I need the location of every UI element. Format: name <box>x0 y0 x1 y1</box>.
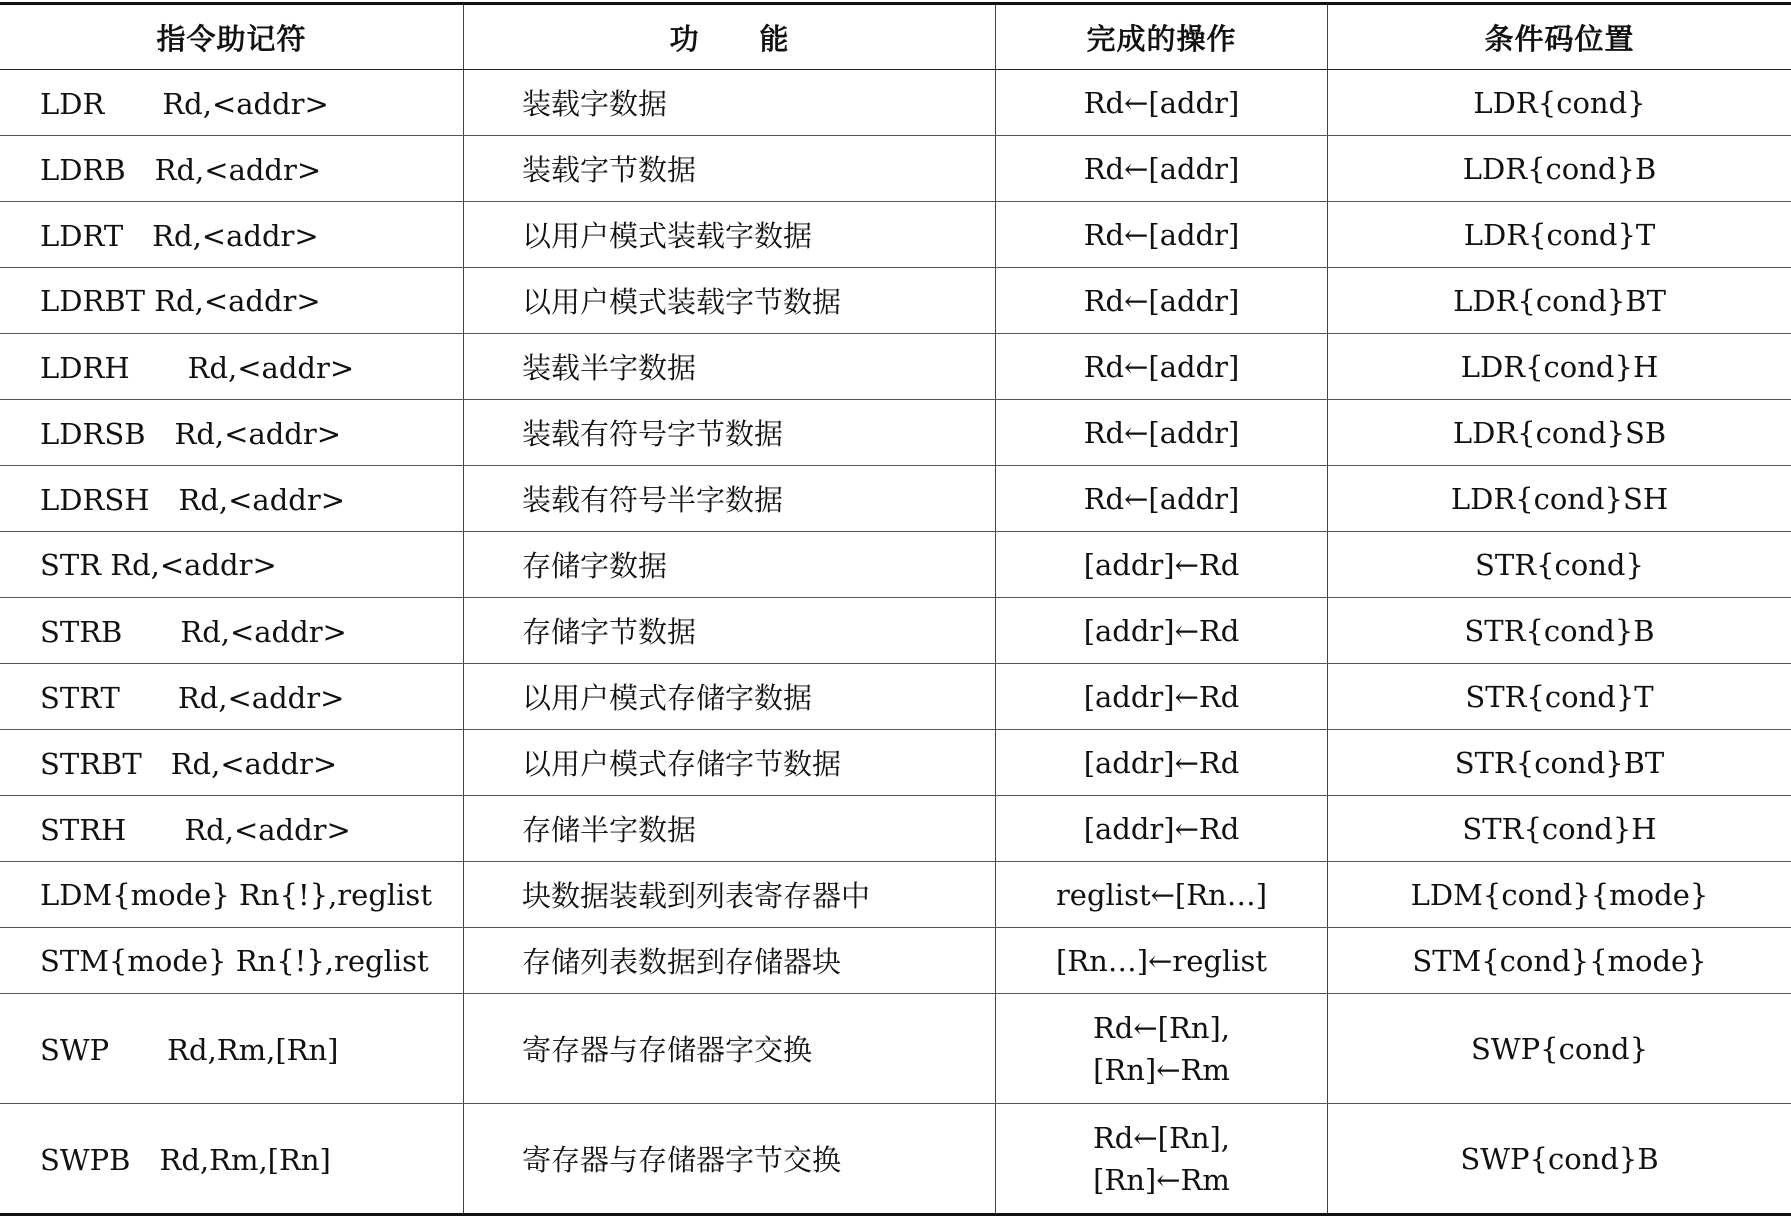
table-row <box>0 70 1791 136</box>
cell-condition-code: STR{cond} <box>1328 532 1791 598</box>
cell-mnemonic: LDRBT Rd,<addr> <box>0 268 464 334</box>
operation-line: [Rn]←Rm <box>1093 1052 1230 1087</box>
cell-function: 以用户模式存储字数据 <box>464 664 996 730</box>
operation-line: Rd←[Rn], <box>1092 1120 1231 1155</box>
cell-function: 存储列表数据到存储器块 <box>464 928 996 994</box>
cell-mnemonic: LDRSB Rd,<addr> <box>0 400 464 466</box>
table-row <box>0 928 1791 994</box>
cell-operation <box>996 862 1328 928</box>
cell-function: 以用户模式装载字节数据 <box>464 268 996 334</box>
header-function: 功 能 <box>464 4 996 70</box>
cell-mnemonic: LDRH Rd,<addr> <box>0 334 464 400</box>
table-row <box>0 1104 1791 1215</box>
table-row <box>0 598 1791 664</box>
cell-operation <box>996 598 1328 664</box>
cell-function: 寄存器与存储器字交换 <box>464 994 996 1104</box>
cell-function: 存储字节数据 <box>464 598 996 664</box>
cell-function: 装载有符号半字数据 <box>464 466 996 532</box>
table-row <box>0 994 1791 1104</box>
table-header-row <box>0 4 1791 70</box>
cell-operation <box>996 70 1328 136</box>
table-row <box>0 268 1791 334</box>
cell-operation <box>996 994 1328 1104</box>
operation-line: Rd←[addr] <box>1083 85 1240 120</box>
operation-line: [Rn]←Rm <box>1093 1162 1230 1197</box>
operation-line: [addr]←Rd <box>1083 547 1240 582</box>
operation-line: Rd←[addr] <box>1083 481 1240 516</box>
cell-condition-code: STR{cond}T <box>1328 664 1791 730</box>
instruction-table <box>0 2 1791 1216</box>
cell-operation <box>996 466 1328 532</box>
cell-function: 存储半字数据 <box>464 796 996 862</box>
operation-line: Rd←[addr] <box>1083 217 1240 252</box>
cell-function: 以用户模式装载字数据 <box>464 202 996 268</box>
cell-mnemonic: LDR Rd,<addr> <box>0 70 464 136</box>
operation-line: Rd←[addr] <box>1083 415 1240 450</box>
cell-condition-code: LDR{cond}SB <box>1328 400 1791 466</box>
cell-mnemonic: SWPB Rd,Rm,[Rn] <box>0 1104 464 1215</box>
operation-line: Rd←[addr] <box>1083 283 1240 318</box>
cell-function: 装载字节数据 <box>464 136 996 202</box>
cell-mnemonic: LDRB Rd,<addr> <box>0 136 464 202</box>
cell-operation <box>996 532 1328 598</box>
cell-condition-code: STR{cond}BT <box>1328 730 1791 796</box>
cell-function: 存储字数据 <box>464 532 996 598</box>
cell-condition-code: LDM{cond}{mode} <box>1328 862 1791 928</box>
cell-mnemonic: LDM{mode} Rn{!},reglist <box>0 862 464 928</box>
cell-function: 块数据装载到列表寄存器中 <box>464 862 996 928</box>
cell-mnemonic: STRH Rd,<addr> <box>0 796 464 862</box>
cell-condition-code: SWP{cond} <box>1328 994 1791 1104</box>
cell-operation <box>996 730 1328 796</box>
operation-line: Rd←[addr] <box>1083 151 1240 186</box>
cell-function: 装载有符号字节数据 <box>464 400 996 466</box>
table-row <box>0 136 1791 202</box>
operation-line: reglist←[Rn…] <box>1055 877 1268 912</box>
cell-operation <box>996 400 1328 466</box>
header-operation: 完成的操作 <box>996 4 1328 70</box>
operation-line: [addr]←Rd <box>1083 679 1240 714</box>
cell-condition-code: STR{cond}H <box>1328 796 1791 862</box>
table-row <box>0 730 1791 796</box>
cell-mnemonic: SWP Rd,Rm,[Rn] <box>0 994 464 1104</box>
cell-mnemonic: LDRSH Rd,<addr> <box>0 466 464 532</box>
cell-condition-code: LDR{cond}BT <box>1328 268 1791 334</box>
cell-condition-code: STR{cond}B <box>1328 598 1791 664</box>
cell-condition-code: LDR{cond}H <box>1328 334 1791 400</box>
table-row <box>0 664 1791 730</box>
cell-mnemonic: STRBT Rd,<addr> <box>0 730 464 796</box>
table-row <box>0 400 1791 466</box>
cell-condition-code: STM{cond}{mode} <box>1328 928 1791 994</box>
cell-operation <box>996 268 1328 334</box>
table-body <box>0 70 1791 1215</box>
header-mnemonic: 指令助记符 <box>0 4 464 70</box>
cell-operation <box>996 664 1328 730</box>
operation-line: Rd←[Rn], <box>1092 1010 1231 1045</box>
cell-condition-code: LDR{cond}B <box>1328 136 1791 202</box>
cell-operation <box>996 334 1328 400</box>
cell-function: 装载字数据 <box>464 70 996 136</box>
cell-condition-code: LDR{cond} <box>1328 70 1791 136</box>
table-row <box>0 862 1791 928</box>
operation-line: [addr]←Rd <box>1083 613 1240 648</box>
table-row <box>0 334 1791 400</box>
cell-operation <box>996 136 1328 202</box>
cell-operation <box>996 928 1328 994</box>
operation-line: [addr]←Rd <box>1083 745 1240 780</box>
cell-mnemonic: STRB Rd,<addr> <box>0 598 464 664</box>
cell-function: 装载半字数据 <box>464 334 996 400</box>
cell-function: 寄存器与存储器字节交换 <box>464 1104 996 1215</box>
cell-condition-code: LDR{cond}SH <box>1328 466 1791 532</box>
cell-mnemonic: LDRT Rd,<addr> <box>0 202 464 268</box>
operation-line: Rd←[addr] <box>1083 349 1240 384</box>
cell-mnemonic: STR Rd,<addr> <box>0 532 464 598</box>
cell-function: 以用户模式存储字节数据 <box>464 730 996 796</box>
cell-operation <box>996 1104 1328 1215</box>
table-row <box>0 796 1791 862</box>
header-condition-code: 条件码位置 <box>1328 4 1791 70</box>
table-row <box>0 466 1791 532</box>
cell-mnemonic: STRT Rd,<addr> <box>0 664 464 730</box>
table-row <box>0 202 1791 268</box>
operation-line: [Rn…]←reglist <box>1055 943 1268 978</box>
cell-condition-code: SWP{cond}B <box>1328 1104 1791 1215</box>
cell-mnemonic: STM{mode} Rn{!},reglist <box>0 928 464 994</box>
cell-operation <box>996 202 1328 268</box>
operation-line: [addr]←Rd <box>1083 811 1240 846</box>
cell-operation <box>996 796 1328 862</box>
cell-condition-code: LDR{cond}T <box>1328 202 1791 268</box>
table-row <box>0 532 1791 598</box>
